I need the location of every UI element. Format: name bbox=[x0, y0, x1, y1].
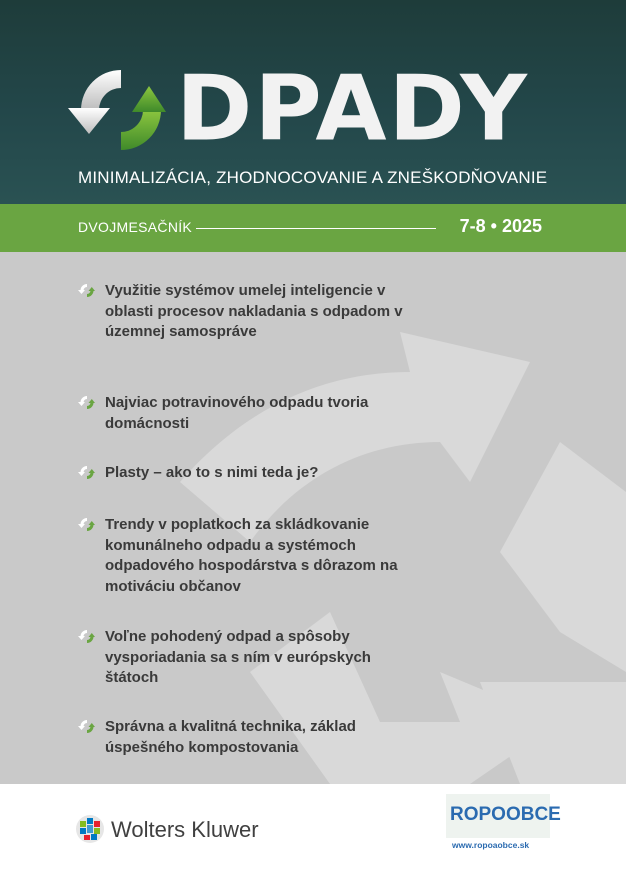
article-item[interactable] bbox=[78, 281, 408, 343]
issue-bar bbox=[0, 204, 626, 252]
article-title: Voľne pohodený odpad a spôsoby vysporiadania sa s ním v európskych štátoch bbox=[105, 628, 371, 686]
recycle-bullet-icon bbox=[78, 719, 95, 734]
article-title: Plasty – ako to s nimi teda je? bbox=[105, 464, 319, 481]
recycle-arrows-icon bbox=[66, 64, 166, 156]
magazine-subtitle: MINIMALIZÁCIA, ZHODNOCOVANIE A ZNEŠKODŇOVANIE bbox=[78, 168, 548, 187]
article-item[interactable] bbox=[78, 463, 408, 484]
recycle-bullet-icon bbox=[78, 465, 95, 480]
issue-number: 7-8 • 2025 bbox=[459, 216, 542, 236]
recycle-bullet-icon bbox=[78, 283, 95, 298]
partner-logo-text: ROPOOBCE bbox=[450, 804, 561, 825]
divider-line bbox=[196, 228, 436, 229]
article-item[interactable] bbox=[78, 627, 378, 689]
article-item[interactable] bbox=[78, 515, 398, 597]
partner-url[interactable]: www.ropoaobce.sk bbox=[452, 840, 530, 850]
magazine-title: DPADY bbox=[176, 56, 529, 161]
frequency-label: DVOJMESAČNÍK bbox=[78, 219, 193, 235]
article-item[interactable] bbox=[78, 393, 408, 434]
wolters-kluwer-mosaic-icon bbox=[75, 814, 105, 844]
recycle-bullet-icon bbox=[78, 517, 95, 532]
article-title: Najviac potravinového odpadu tvoria domácnosti bbox=[105, 394, 369, 432]
partner-logo[interactable] bbox=[446, 794, 561, 854]
article-title: Využitie systémov umelej inteligencie v oblasti procesov nakladania s odpadom v územnej samospráve bbox=[105, 282, 403, 340]
article-item[interactable] bbox=[78, 717, 388, 758]
recycle-bullet-icon bbox=[78, 629, 95, 644]
magazine-logo bbox=[66, 56, 546, 161]
footer bbox=[0, 784, 626, 881]
masthead bbox=[0, 0, 626, 204]
article-title: Trendy v poplatkoch za skládkovanie komunálneho odpadu a systémoch odpadového hospodárstva s dôrazom na motiváciu občanov bbox=[105, 516, 398, 595]
publisher-name: Wolters Kluwer bbox=[111, 817, 259, 842]
partner-logo-box bbox=[446, 794, 561, 838]
recycle-bullet-icon bbox=[78, 395, 95, 410]
contents-area bbox=[0, 252, 626, 784]
article-title: Správna a kvalitná technika, základ úspešného kompostovania bbox=[105, 718, 356, 756]
